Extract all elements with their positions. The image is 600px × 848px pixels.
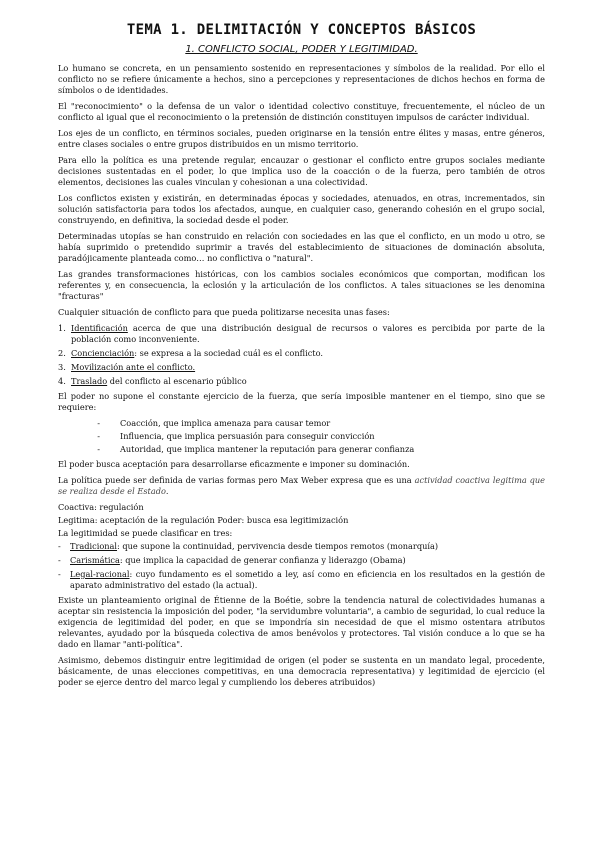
paragraph: Para ello la política es una pretende regular, encauzar o gestionar el conflicto entre grupos sociales mediante decisiones sustentadas en el poder, lo que implica uso de la coacción o de la fuerza, pero también de otros elementos, decisiones las cuales vinculan y cohesionan a una colectividad. [58,155,545,187]
list-item [58,569,545,591]
legit-text: : que supone la continuidad, pervivencia desde tiempos remotos (monarquía) [117,541,439,551]
phase-text: del conflicto al escenario público [107,376,247,386]
list-item [58,555,545,566]
phases-list [58,323,545,387]
paragraph: El "reconocimiento" o la defensa de un valor o identidad colectivo constituye, frecuentemente, el núcleo de un conflicto al igual que el reconocimiento o la pretensión de distinción constituyen impulsos de carácter individual. [58,101,545,122]
paragraph: Legitima: aceptación de la regulación Poder: busca esa legitimización [58,515,349,525]
paragraph: Los ejes de un conflicto, en términos sociales, pueden originarse en la tensión entre élites y masas, entre géneros, entre clases sociales o entre grupos distribuidos en un mismo territorio. [58,128,545,149]
paragraph: La legitimidad se puede clasificar en tres: [58,528,233,538]
list-item [58,348,545,359]
dash-bullet: - [97,431,100,441]
phase-text: acerca de que una distribución desigual de recursos o valores es percibida por parte de la población como inconveniente. [71,323,545,344]
paragraph: Lo humano se concreta, en un pensamiento sostenido en representaciones y símbolos de la realidad. Por ello el conflicto no se refiere únicamente a hechos, sino a percepciones y representaciones de dichos hechos en forma de símbolos o de identidades. [58,63,545,95]
list-item-text: Coacción, que implica amenaza para causar temor [120,418,331,428]
paragraph: Cualquier situación de conflicto para que pueda politizarse necesita unas fases: [58,307,390,317]
phase-term: Movilización ante el conflicto. [71,362,196,372]
paragraph [58,475,545,497]
list-item-text: Autoridad, que implica mantener la reputación para generar confianza [120,444,415,454]
paragraph: Las grandes transformaciones históricas, con los cambios sociales económicos que comportan, modifican los referentes y, en consecuencia, la eclosión y la articulación de los conflictos. A tales situaciones se les denomina "fracturas" [58,269,545,301]
list-item [58,376,545,387]
phase-term: Traslado [71,376,108,386]
list-item [58,444,545,455]
list-number: 3. [58,362,66,372]
list-item [58,418,545,429]
phase-text: : se expresa a la sociedad cuál es el conflicto. [134,348,323,358]
paragraph: Existe un planteamiento original de Étienne de la Boétie, sobre la tendencia natural de colectividades humanas a aceptar sin resistencia la imposición del poder, "la servidumbre voluntaria", a cambio de seguridad, lo cual reduce la exigencia de legitimidad del poder, en que se impondría sin necesidad de que el mismo ostentara atributos relevantes, ayudado por la búsqueda colectiva de amos benévolos y protectores. Tal visión conduce a lo que se ha dado en llamar "anti-política". [58,595,545,649]
list-number: 4. [58,376,66,386]
paragraph: Coactiva: regulación [58,502,144,512]
dash-bullet: - [97,418,100,428]
list-item [58,362,545,373]
dash-bullet: - [58,569,61,579]
poder-list [58,418,545,455]
dash-bullet: - [58,541,61,551]
legitimidad-list [58,541,545,591]
dash-bullet: - [97,444,100,454]
paragraph: El poder no supone el constante ejercicio de la fuerza, que sería imposible mantener en el tiempo, sino que se requiere: [58,391,545,412]
paragraph: Determinadas utopías se han construido en relación con sociedades en las que el conflicto, en un modo u otro, se había suprimido o pretendido suprimir a través del establecimiento de situaciones de dominación absoluta, paradójicamente planteada como… no conflictiva o "natural". [58,231,545,263]
phase-term: Identificación [71,323,128,333]
dash-bullet: - [58,555,61,565]
list-item-text: Influencia, que implica persuasión para conseguir convicción [120,431,375,441]
legit-term: Carismática [70,555,120,565]
list-item [58,431,545,442]
list-item [58,541,545,552]
list-item [58,323,545,345]
weber-end: . [165,486,169,496]
list-number: 2. [58,348,66,358]
phase-term: Concienciación [71,348,135,358]
legit-term: Tradicional [70,541,118,551]
weber-definition: actividad coactiva legitima que se realiza desde el Estado [58,475,545,496]
legit-text: : cuyo fundamento es el sometido a ley, así como en eficiencia en los resultados en la gestión de aparato administrativo del estado (la actual). [70,569,545,590]
page-title: TEMA 1. DELIMITACIÓN Y CONCEPTOS BÁSICOS [126,22,477,38]
document-page [58,22,545,693]
weber-text: La política puede ser definida de varias formas pero Max Weber expresa que es una [58,475,415,485]
list-number: 1. [58,323,66,333]
paragraph: El poder busca aceptación para desarrollarse eficazmente e imponer su dominación. [58,459,410,469]
paragraph: Los conflictos existen y existirán, en determinadas épocas y sociedades, atenuados, en otras, incrementados, sin solución satisfactoria para todos los afectados, aunque, en cualquier caso, generando cohesión en el grupo social, construyendo, en definitiva, la sociedad desde el poder. [58,193,545,225]
section-subtitle: 1. CONFLICTO SOCIAL, PODER Y LEGITIMIDAD. [185,44,418,55]
legit-text: : que implica la capacidad de generar confianza y liderazgo (Obama) [119,555,406,565]
paragraph: Asimismo, debemos distinguir entre legitimidad de origen (el poder se sustenta en un mandato legal, procedente, básicamente, de unas elecciones competitivas, en una democracia representativa) y legitimidad de ejercicio (el poder se ejerce dentro del marco legal y cumpliendo los deberes atribuidos) [58,655,545,687]
legit-term: Legal-racional [70,569,130,579]
